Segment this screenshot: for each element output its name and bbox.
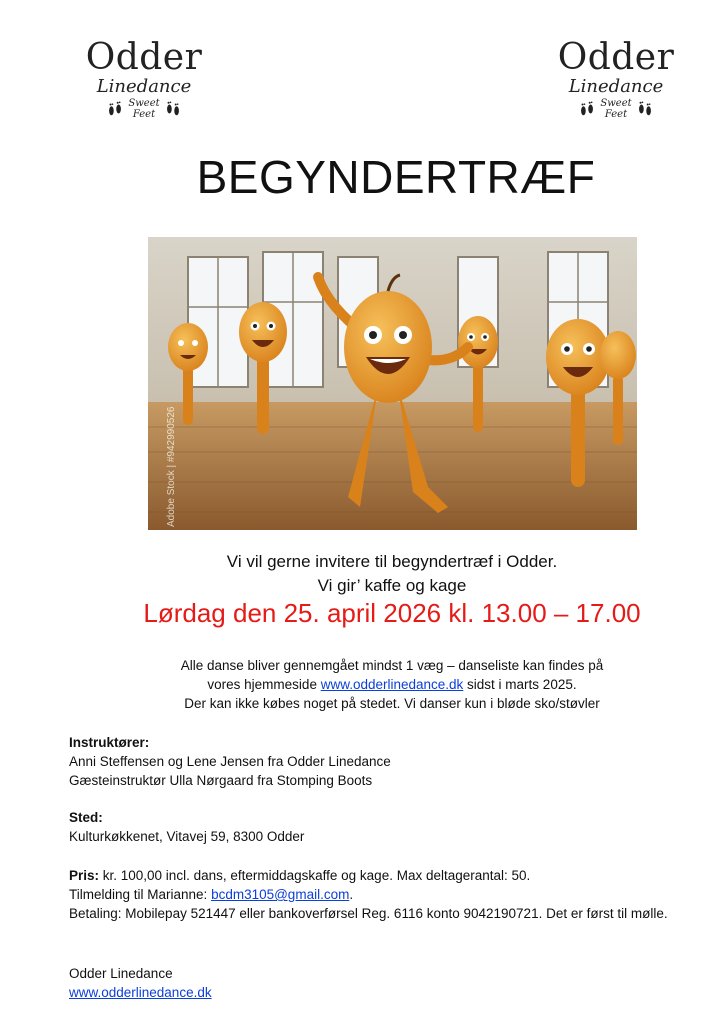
footprints-icon (106, 100, 124, 118)
footprints-icon (578, 100, 596, 118)
footer-org: Odder Linedance (69, 966, 173, 981)
logo-subtitle: Linedance (568, 76, 664, 97)
signup-line: Tilmelding til Marianne: bcdm3105@gmail.com. (69, 887, 354, 902)
website-link[interactable]: www.odderlinedance.dk (320, 677, 464, 692)
logo-title: Odder (85, 37, 203, 78)
invitation-line-2: Vi gir’ kaffe og kage (317, 576, 467, 595)
instructors-section (69, 733, 719, 790)
invitation-text (0, 550, 724, 598)
venue-heading: Sted: (69, 810, 103, 825)
instructors-line-1: Anni Steffensen og Lene Jensen fra Odder Linedance (69, 754, 391, 769)
footer-website-link[interactable]: www.odderlinedance.dk (69, 985, 212, 1000)
svg-text:Adobe Stock | #942990526: Adobe Stock | #942990526 (166, 406, 177, 527)
price-section (69, 866, 719, 923)
payment-line: Betaling: Mobilepay 521447 eller bankoverførsel Reg. 6116 konto 9042190721. Det er først til mølle. (69, 906, 668, 921)
footprints-icon (164, 100, 182, 118)
dancing-characters-illustration (148, 237, 637, 530)
logo-left (74, 37, 214, 130)
venue-section (69, 808, 719, 846)
logo-feet-row (546, 98, 686, 120)
venue-address: Kulturkøkkenet, Vitavej 59, 8300 Odder (69, 829, 305, 844)
logo-right (546, 37, 686, 130)
photo-watermark (166, 406, 177, 527)
info-text (0, 656, 724, 713)
logo-feet-row (74, 98, 214, 120)
logo-title: Odder (557, 37, 675, 78)
signup-email-link[interactable]: bcdm3105@gmail.com (211, 887, 350, 902)
info-line-3: Der kan ikke købes noget på stedet. Vi danser kun i bløde sko/støvler (184, 696, 600, 711)
footprints-icon (636, 100, 654, 118)
logo-subtitle: Linedance (96, 76, 192, 97)
invitation-line-1: Vi vil gerne invitere til begyndertræf i Odder. (226, 552, 558, 571)
logo-sweet-feet: Sweet Feet (600, 98, 632, 120)
page-title: BEGYNDERTRÆF (196, 151, 596, 203)
price-line: Pris: kr. 100,00 incl. dans, eftermiddagskaffe og kage. Max deltagerantal: 50. (69, 868, 531, 883)
logo-sweet-feet: Sweet Feet (128, 98, 160, 120)
instructors-line-2: Gæsteinstruktør Ulla Nørgaard fra Stomping Boots (69, 773, 373, 788)
info-line-1: Alle danse bliver gennemgået mindst 1 væg – danseliste kan findes på (180, 658, 604, 673)
info-line-2: vores hjemmeside www.odderlinedance.dk sidst i marts 2025. (207, 677, 577, 692)
event-date: Lørdag den 25. april 2026 kl. 13.00 – 17.00 (143, 598, 641, 628)
footer (69, 964, 719, 1002)
instructors-heading: Instruktører: (69, 735, 150, 750)
